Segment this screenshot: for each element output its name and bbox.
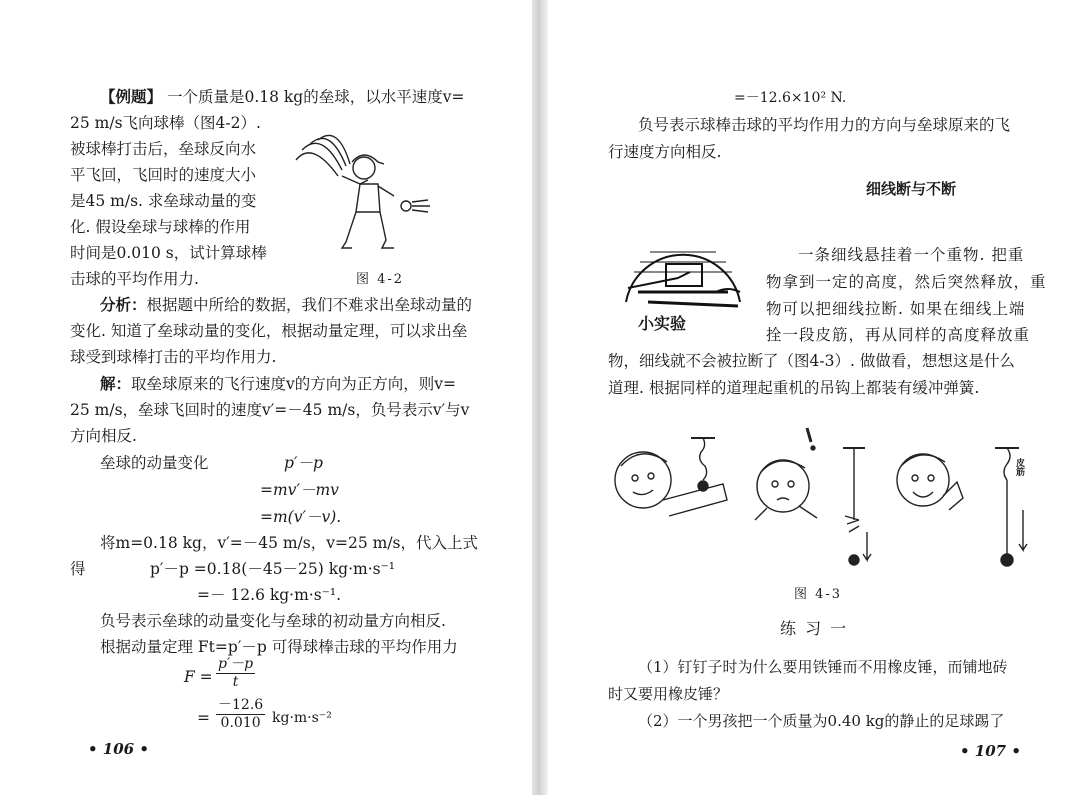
left-page: [0, 0, 532, 795]
conclusion-line-1: 负号表示垒球的动量变化与垒球的初动量方向相反.: [100, 612, 446, 630]
fraction-2: [216, 697, 265, 732]
de-word: 得: [70, 560, 86, 578]
negative-line-2: 行速度方向相反.: [608, 143, 722, 161]
example-line-8: 击球的平均作用力.: [70, 270, 199, 288]
solution-label: 解：: [100, 374, 132, 393]
equation-2: =mv′－mv: [260, 481, 339, 499]
experiment-line-4: 拴一段皮筋，再从同样的高度释放重: [766, 326, 1031, 344]
analysis-line-3: 球受到球棒打击的平均作用力.: [70, 348, 277, 366]
example-line-5: 是45 m/s. 求垒球动量的变: [70, 192, 257, 210]
example-line-7: 时间是0.010 s，试计算球棒: [70, 244, 267, 262]
figure-4-2-caption: 图 4-2: [356, 272, 405, 287]
baseball-player-figure: [282, 130, 432, 260]
solution-line-3: 方向相反.: [70, 427, 137, 445]
experiment-line-3: 物可以把细线拉断. 如果在细线上端: [766, 300, 1026, 318]
page-number-106: • 106 •: [88, 740, 149, 758]
example-label: 【例题】: [100, 87, 163, 106]
exercise-title: 练 习 一: [780, 619, 849, 638]
momentum-label: 垒球的动量变化: [100, 454, 209, 472]
fraction-2-numerator: －12.6: [218, 697, 264, 713]
experiment-line-2: 物拿到一定的高度，然后突然释放，重: [766, 273, 1047, 291]
right-page: [548, 0, 1080, 795]
page-number-107: • 107 •: [960, 742, 1021, 760]
equation-5: =－ 12.6 kg·m·s⁻¹.: [197, 586, 341, 604]
exercise-2-line-1: （2）一个男孩把一个质量为0.40 kg的静止的足球踢了: [638, 712, 1005, 730]
example-line-4: 平飞回，飞回时的速度大小: [70, 166, 257, 184]
exercise-1-line-2: 时又要用橡皮锤？: [608, 685, 729, 703]
example-line-3: 被球棒打击后，垒球反向水: [70, 140, 257, 158]
experiment-line-1: 一条细线悬挂着一个重物. 把重: [798, 246, 1025, 264]
analysis-text: 根据题中所给的数据，我们不难求出垒球动量的: [146, 296, 473, 314]
result-line: =－12.6×10² N.: [734, 90, 847, 106]
analysis-line-2: 变化. 知道了垒球动量的变化，根据动量定理，可以求出垒: [70, 322, 468, 340]
solution-line-1: [100, 374, 456, 394]
equals-sign: =: [197, 709, 210, 727]
equation-1: p′－p: [284, 454, 323, 472]
solution-text: 取垒球原来的飞行速度v的方向为正方向，则v=: [131, 375, 457, 393]
rope-experiment-figure: [603, 420, 1043, 580]
conclusion-line-2: 根据动量定理 Ft=p′－p 可得球棒击球的平均作用力: [100, 638, 458, 656]
example-line-6: 化. 假设垒球与球棒的作用: [70, 218, 251, 236]
rubber-band-label: 皮筋: [1014, 458, 1024, 476]
analysis-label: 分析：: [100, 295, 147, 314]
experiment-line-5: 物，细线就不会被拉断了（图4-3）. 做做看，想想这是什么: [608, 352, 1015, 370]
experiment-line-6: 道理. 根据同样的道理起重机的吊钩上都装有缓冲弹簧.: [608, 379, 980, 397]
equation-3: =m(v′－v).: [260, 508, 342, 526]
book-gutter: [532, 0, 548, 795]
analysis-line-1: [100, 295, 472, 315]
example-line-1: [100, 87, 464, 107]
example-line-2: 25 m/s飞向球棒（图4-2）.: [70, 114, 261, 132]
section-title: 细线断与不断: [866, 180, 957, 198]
fraction-1-denominator: t: [232, 674, 239, 690]
fraction-1-numerator: p′－p: [218, 656, 254, 672]
fraction-1: [216, 656, 255, 691]
figure-4-3-caption: 图 4-3: [794, 587, 843, 602]
exercise-1-line-1: （1）钉钉子时为什么要用铁锤而不用橡皮锤，而铺地砖: [638, 658, 1008, 676]
substitute-line: 将m=0.18 kg，v′=－45 m/s，v=25 m/s，代入上式: [100, 534, 478, 552]
force-label: F =: [184, 668, 213, 686]
example-text: 一个质量是0.18 kg的垒球，以水平速度v=: [166, 88, 465, 106]
equation-4: p′－p =0.18(－45－25) kg·m·s⁻¹: [150, 560, 395, 578]
solution-line-2: 25 m/s，垒球飞回时的速度v′=－45 m/s，负号表示v′与v: [70, 401, 470, 419]
fraction-2-unit: kg·m·s⁻²: [272, 710, 332, 726]
experiment-label: 小实验: [638, 314, 687, 333]
negative-line-1: 负号表示球棒击球的平均作用力的方向与垒球原来的飞: [638, 116, 1011, 134]
fraction-2-denominator: 0.010: [220, 715, 261, 731]
